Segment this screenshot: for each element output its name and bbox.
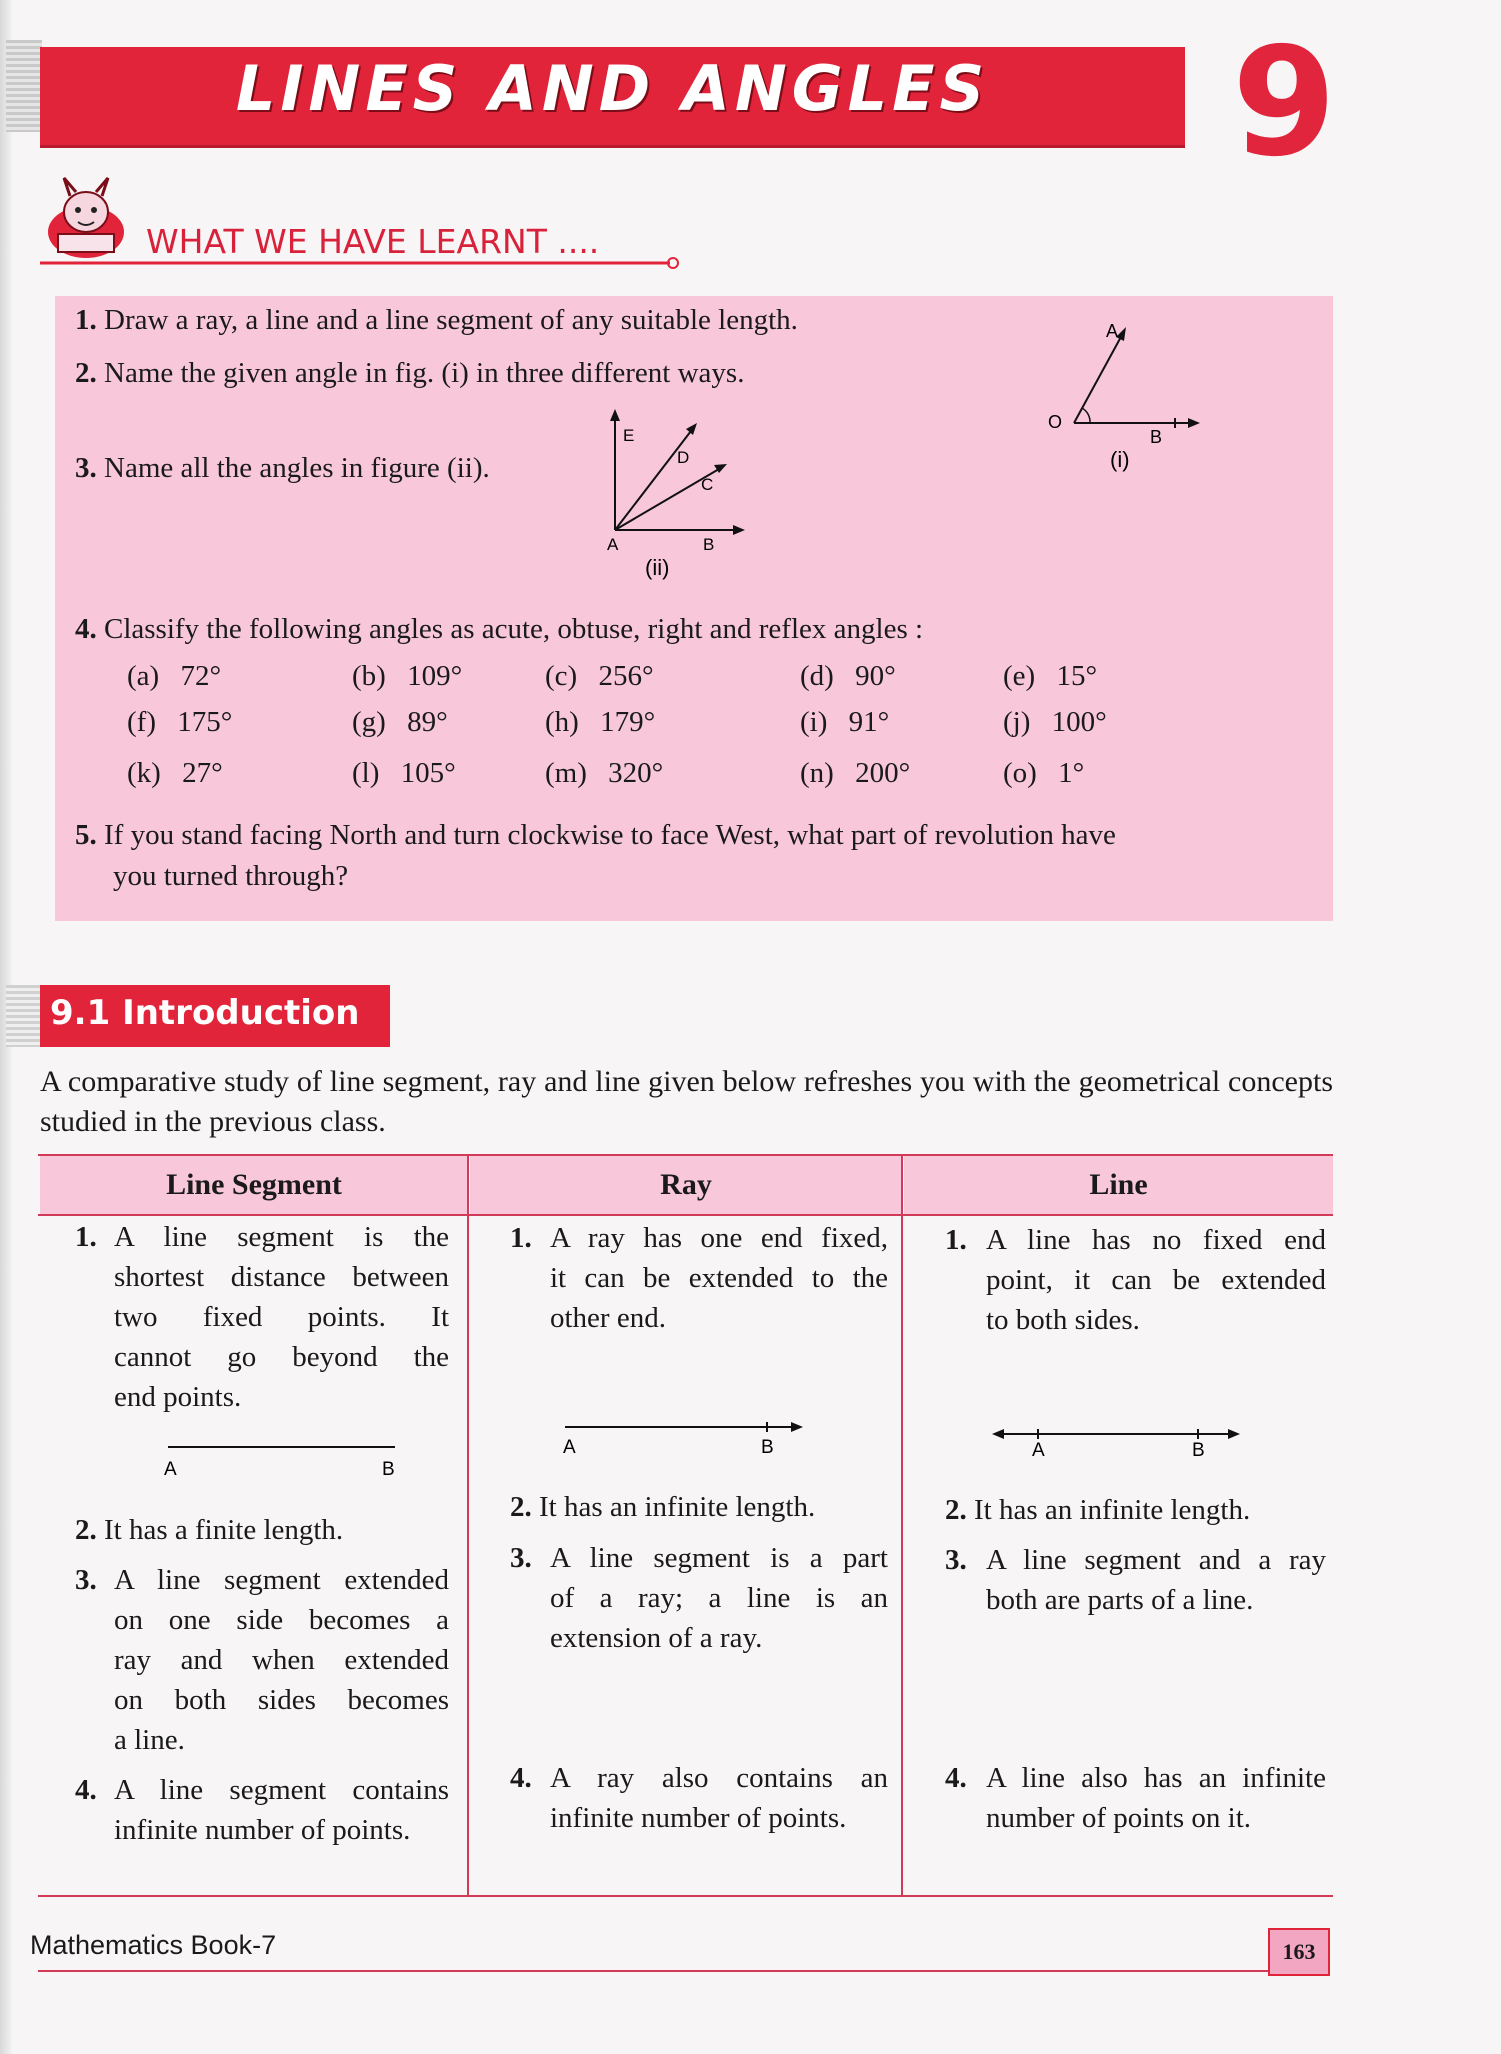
segment-point-4: A line segment contains infinite number of points. bbox=[114, 1774, 449, 1846]
angle-option bbox=[545, 706, 655, 739]
figure-i bbox=[1030, 315, 1210, 475]
question-5-cont: you turned through? bbox=[113, 860, 349, 892]
fig1-label-a: A bbox=[1106, 321, 1119, 341]
angle-option-letter: (c) bbox=[545, 660, 578, 692]
angle-option-letter: (e) bbox=[1003, 660, 1036, 692]
angle-option-letter: (i) bbox=[800, 706, 828, 738]
line-label-a: A bbox=[1032, 1440, 1045, 1461]
fig2-label-d: D bbox=[677, 448, 690, 467]
fig2-label-b: B bbox=[703, 535, 715, 554]
question-1: 1. Draw a ray, a line and a line segment of any suitable length. bbox=[75, 304, 798, 336]
angle-option bbox=[800, 706, 889, 739]
line-point-4: A line also has an infinite number of points on it. bbox=[986, 1762, 1326, 1834]
angle-option-value: 200° bbox=[855, 757, 911, 789]
segment-point-1: A line segment is the shortest distance between two fixed points. It cannot go beyond the end points. bbox=[114, 1221, 449, 1413]
table-header-border bbox=[38, 1214, 1333, 1216]
line-point-4-num: 4. bbox=[945, 1762, 967, 1794]
angle-option-value: 1° bbox=[1058, 757, 1085, 789]
angle-option-letter: (n) bbox=[800, 757, 834, 789]
angle-option-value: 89° bbox=[407, 706, 448, 738]
title-stripe bbox=[6, 40, 42, 132]
angle-option-letter: (g) bbox=[352, 706, 386, 738]
segment-point-2: 2. It has a finite length. bbox=[75, 1514, 344, 1546]
line-point-1-num: 1. bbox=[945, 1224, 967, 1256]
fig1-label-o: O bbox=[1048, 412, 1063, 432]
ray-point-1: A ray has one end fixed, it can be extended to the other end. bbox=[550, 1222, 888, 1334]
angle-option-letter: (l) bbox=[352, 757, 380, 789]
angle-option bbox=[1003, 706, 1107, 739]
ray-point-4: A ray also contains an infinite number of points. bbox=[550, 1762, 888, 1834]
angle-option bbox=[352, 660, 462, 693]
table-col-divider bbox=[467, 1154, 469, 1895]
angle-option bbox=[800, 660, 896, 693]
segment-point-1-num: 1. bbox=[75, 1221, 97, 1253]
angle-option bbox=[127, 660, 221, 693]
fig2-caption: (ii) bbox=[645, 555, 670, 580]
book-title: Mathematics Book-7 bbox=[30, 1930, 277, 1960]
angle-option-letter: (a) bbox=[127, 660, 160, 692]
line-point-3-num: 3. bbox=[945, 1544, 967, 1576]
angle-option-letter: (m) bbox=[545, 757, 587, 789]
ray-label-a: A bbox=[563, 1437, 576, 1458]
ray-figure bbox=[555, 1413, 815, 1458]
angle-option-value: 256° bbox=[598, 660, 654, 692]
line-label-b: B bbox=[1192, 1440, 1205, 1461]
figure-ii bbox=[595, 405, 755, 585]
angle-option bbox=[1003, 757, 1084, 790]
chapter-title: LINES AND ANGLES bbox=[235, 52, 990, 125]
segment-point-3: A line segment extended on one side becomes a ray and when extended on both sides becomes a line. bbox=[114, 1564, 449, 1756]
ray-point-4-num: 4. bbox=[510, 1762, 532, 1794]
learnt-heading: WHAT WE HAVE LEARNT .... bbox=[146, 222, 600, 261]
page-number: 163 bbox=[1268, 1928, 1330, 1976]
table-top-border bbox=[38, 1154, 1333, 1156]
ray-point-2: 2. It has an infinite length. bbox=[510, 1491, 816, 1523]
line-figure bbox=[990, 1418, 1250, 1463]
angle-option-value: 72° bbox=[180, 660, 222, 692]
question-3: 3. Name all the angles in figure (ii). bbox=[75, 452, 490, 484]
segment-label-a: A bbox=[164, 1459, 177, 1480]
segment-label-b: B bbox=[382, 1459, 395, 1480]
angle-option-value: 91° bbox=[848, 706, 890, 738]
table-bottom-border bbox=[38, 1895, 1333, 1897]
angle-option-letter: (o) bbox=[1003, 757, 1037, 789]
learnt-underline bbox=[40, 256, 680, 270]
angle-option-letter: (h) bbox=[545, 706, 579, 738]
table-col-divider bbox=[901, 1154, 903, 1895]
angle-option bbox=[127, 757, 223, 790]
header-ray: Ray bbox=[470, 1156, 902, 1214]
angle-option-letter: (k) bbox=[127, 757, 161, 789]
angle-option-value: 175° bbox=[177, 706, 233, 738]
angle-option-value: 100° bbox=[1051, 706, 1107, 738]
mascot-icon bbox=[40, 176, 132, 262]
ray-label-b: B bbox=[761, 1437, 774, 1458]
chapter-number: 9 bbox=[1232, 16, 1337, 190]
angle-option bbox=[545, 660, 654, 693]
ray-point-1-num: 1. bbox=[510, 1222, 532, 1254]
angle-option bbox=[352, 757, 456, 790]
intro-heading: 9.1 Introduction bbox=[50, 993, 360, 1033]
angle-option-letter: (f) bbox=[127, 706, 156, 738]
ray-point-3-num: 3. bbox=[510, 1542, 532, 1574]
line-point-3: A line segment and a ray both are parts of a line. bbox=[986, 1544, 1326, 1616]
angle-option bbox=[127, 706, 232, 739]
question-4: 4. Classify the following angles as acute, obtuse, right and reflex angles : bbox=[75, 613, 924, 645]
fig2-label-e: E bbox=[623, 426, 635, 445]
line-point-2: 2. It has an infinite length. bbox=[945, 1494, 1251, 1526]
angle-option-letter: (d) bbox=[800, 660, 834, 692]
angle-option bbox=[545, 757, 663, 790]
ray-point-3: A line segment is a part of a ray; a line is an extension of a ray. bbox=[550, 1542, 888, 1654]
fig1-label-b: B bbox=[1150, 427, 1163, 447]
intro-paragraph: A comparative study of line segment, ray and line given below refreshes you with the geometrical concepts studied in the previous class. bbox=[40, 1065, 1333, 1138]
footer-rule bbox=[38, 1970, 1268, 1972]
segment-point-3-num: 3. bbox=[75, 1564, 97, 1596]
header-line-segment: Line Segment bbox=[40, 1156, 468, 1214]
angle-option-value: 109° bbox=[407, 660, 463, 692]
angle-option bbox=[352, 706, 448, 739]
segment-figure bbox=[150, 1435, 410, 1480]
angle-option bbox=[1003, 660, 1097, 693]
angle-option-value: 27° bbox=[182, 757, 223, 789]
angle-option-value: 179° bbox=[600, 706, 656, 738]
header-line: Line bbox=[904, 1156, 1333, 1214]
angle-option-letter: (j) bbox=[1003, 706, 1031, 738]
angle-option-value: 90° bbox=[855, 660, 896, 692]
line-point-1: A line has no fixed end point, it can be extended to both sides. bbox=[986, 1224, 1326, 1336]
question-5: 5. If you stand facing North and turn clockwise to face West, what part of revolution have bbox=[75, 819, 1116, 851]
fig2-label-a: A bbox=[607, 535, 619, 554]
angle-option-value: 320° bbox=[608, 757, 664, 789]
fig2-label-c: C bbox=[701, 475, 714, 494]
question-2: 2. Name the given angle in fig. (i) in three different ways. bbox=[75, 357, 745, 389]
segment-point-4-num: 4. bbox=[75, 1774, 97, 1806]
angle-option-letter: (b) bbox=[352, 660, 386, 692]
fig1-caption: (i) bbox=[1110, 447, 1130, 472]
angle-option-value: 15° bbox=[1056, 660, 1098, 692]
angle-option-value: 105° bbox=[400, 757, 456, 789]
angle-option bbox=[800, 757, 910, 790]
